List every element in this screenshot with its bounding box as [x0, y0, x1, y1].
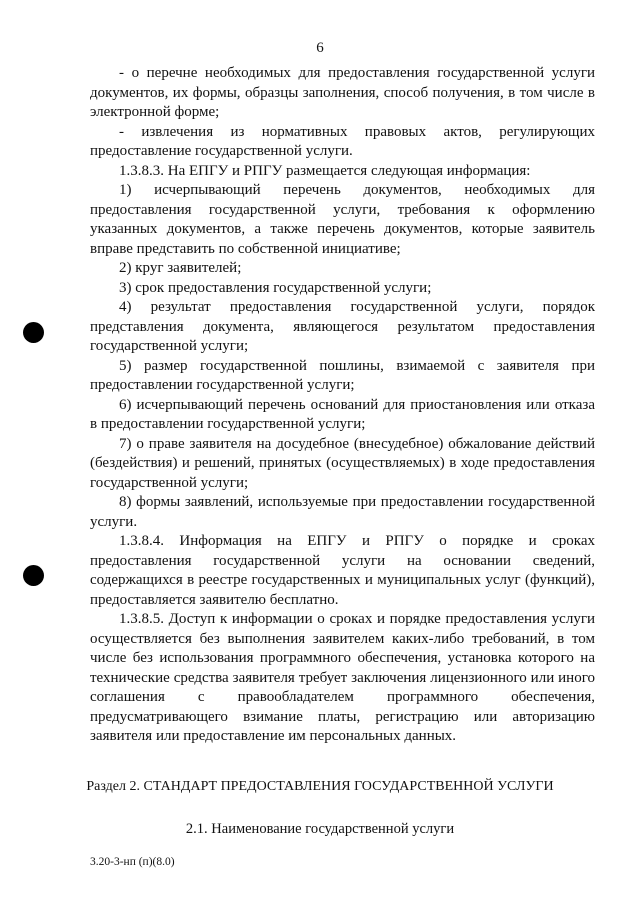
hole-punch-mark: [23, 565, 44, 586]
paragraph: 1.3.8.4. Информация на ЕПГУ и РПГУ о порядке и сроках предоставления государственной услуги на основании сведений, содержащихся в реестре государственных и муниципальных услуг (функций), предоставляется заявителю бесплатно.: [90, 533, 595, 608]
paragraph: 7) о праве заявителя на досудебное (внесудебное) обжалование действий (бездействия) и решений, принятых (осуществляемых) в ходе предоставления государственной услуги;: [90, 435, 595, 491]
paragraph: 5) размер государственной пошлины, взимаемой с заявителя при предоставлении государственной услуги;: [90, 357, 595, 393]
paragraph: - о перечне необходимых для предоставления государственной услуги документов, их формы, образцы заполнения, способ получения, в том числе в электронной форме;: [90, 65, 595, 120]
paragraph: 4) результат предоставления государственной услуги, порядок представления документа, являющегося результатом предоставления государственной услуги;: [90, 299, 595, 354]
paragraph: 1.3.8.5. Доступ к информации о сроках и порядке предоставления услуги осуществляется без выполнения заявителем каких-либо требований, в том числе без использования программного обеспечения, установка которого на технические средства заявителя требует заключения лицензионного или иного соглашения с правообладателем программного обеспечения, предусматривающего взимание платы, регистрацию или авторизацию заявителя или предоставление им персональных данных.: [90, 611, 595, 744]
body-text: [90, 64, 595, 747]
hole-punch-mark: [23, 322, 44, 343]
paragraph: - извлечения из нормативных правовых актов, регулирующих предоставление государственной услуги.: [90, 123, 595, 159]
paragraph: 1.3.8.3. На ЕПГУ и РПГУ размещается следующая информация:: [119, 162, 531, 179]
paragraph: 6) исчерпывающий перечень оснований для приостановления или отказа в предоставлении государственной услуги;: [90, 396, 595, 432]
document-code: 3.20-3-нп (п)(8.0): [90, 856, 175, 868]
paragraph: 2) круг заявителей;: [119, 260, 242, 276]
paragraph: 1) исчерпывающий перечень документов, необходимых для предоставления государственной услуги, требования к оформлению указанных документов, а также перечень документов, которые заявитель вправе представить по собственной инициативе;: [90, 182, 595, 257]
paragraph: 8) формы заявлений, используемые при предоставлении государственной услуги.: [90, 494, 595, 530]
paragraph: 3) срок предоставления государственной услуги;: [119, 279, 432, 296]
subsection-heading: 2.1. Наименование государственной услуги: [185, 821, 455, 837]
section-heading: Раздел 2. СТАНДАРТ ПРЕДОСТАВЛЕНИЯ ГОСУДАРСТВЕННОЙ УСЛУГИ: [86, 779, 554, 794]
page-number: 6: [316, 40, 324, 56]
